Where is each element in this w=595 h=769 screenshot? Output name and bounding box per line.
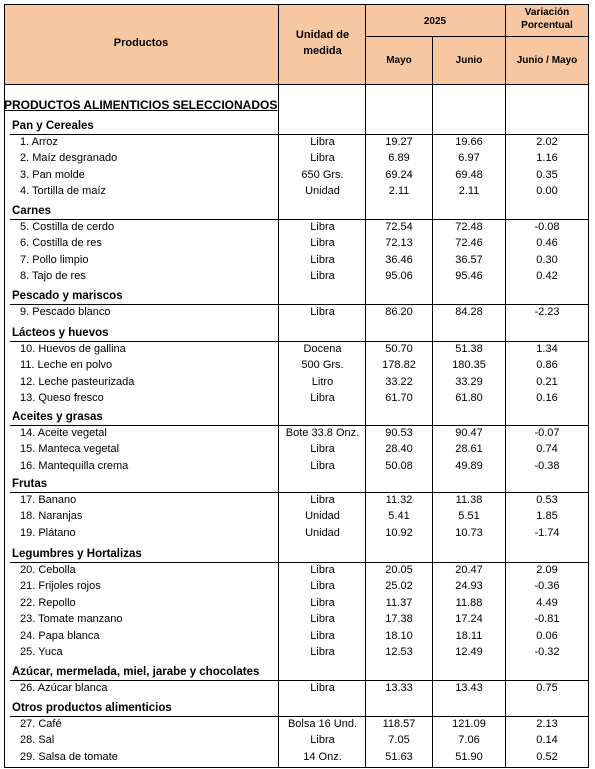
category-title: Carnes [12, 205, 51, 217]
variation-junio-mayo: -2.23 [534, 306, 560, 318]
price-junio: 19.66 [455, 136, 483, 148]
price-mayo: 50.70 [385, 343, 413, 355]
variation-junio-mayo: 2.13 [536, 718, 558, 730]
price-mayo: 25.02 [385, 580, 413, 592]
variation-junio-mayo: -0.36 [534, 580, 560, 592]
variation-junio-mayo: 0.00 [536, 185, 558, 197]
price-junio: 69.48 [455, 169, 483, 181]
product-name: 21. Frijoles rojos [20, 580, 101, 592]
variation-junio-mayo: -1.74 [534, 527, 560, 539]
product-name: 6. Costilla de res [20, 237, 102, 249]
product-name: 25. Yuca [20, 646, 63, 658]
product-unit: Libra [310, 136, 335, 148]
header-unidad-line1: Unidad de [295, 29, 350, 41]
category-divider [10, 716, 588, 717]
price-junio: 95.46 [455, 270, 483, 282]
product-name: 19. Plátano [20, 527, 76, 539]
header-mayo: Mayo [386, 55, 412, 66]
variation-junio-mayo: 0.16 [536, 392, 558, 404]
variation-junio-mayo: 0.14 [536, 734, 558, 746]
product-unit: Libra [310, 613, 335, 625]
frame-header-bottom [4, 84, 589, 85]
category-divider [10, 219, 588, 220]
variation-junio-mayo: -0.08 [534, 221, 560, 233]
product-name: 16. Mantequilla crema [20, 460, 129, 472]
product-unit: Libra [310, 646, 335, 658]
price-mayo: 6.89 [388, 152, 410, 164]
product-name: 8. Tajo de res [20, 270, 86, 282]
variation-junio-mayo: 2.09 [536, 564, 558, 576]
product-name: 5. Costilla de cerdo [20, 221, 115, 233]
product-unit: 500 Grs. [301, 359, 344, 371]
variation-junio-mayo: 0.86 [536, 359, 558, 371]
category-title: Pescado y mariscos [12, 290, 123, 302]
category-title: Azúcar, mermelada, miel, jarabe y chocolates [12, 666, 260, 678]
header-variacion-line2: Porcentual [521, 20, 573, 31]
price-junio: 17.24 [455, 613, 483, 625]
variation-junio-mayo: 0.75 [536, 682, 558, 694]
price-junio: 180.35 [452, 359, 486, 371]
price-junio: 10.73 [455, 527, 483, 539]
product-unit: Unidad [305, 527, 340, 539]
variation-junio-mayo: 0.53 [536, 494, 558, 506]
variation-junio-mayo: 1.85 [536, 510, 558, 522]
price-junio: 18.11 [455, 630, 483, 642]
price-mayo: 11.37 [385, 597, 413, 609]
col-line-0 [4, 4, 5, 768]
price-mayo: 13.33 [385, 682, 413, 694]
price-junio: 72.48 [455, 221, 483, 233]
product-name: 1. Arroz [20, 136, 58, 148]
price-mayo: 178.82 [382, 359, 416, 371]
category-divider [10, 425, 588, 426]
price-mayo: 61.70 [385, 392, 413, 404]
price-mayo: 118.57 [382, 718, 416, 730]
category-title: Lácteos y huevos [12, 327, 109, 339]
product-name: 27. Café [20, 718, 62, 730]
price-mayo: 95.06 [385, 270, 413, 282]
header-productos: Productos [113, 37, 169, 49]
variation-junio-mayo: -0.07 [534, 427, 560, 439]
variation-junio-mayo: 2.02 [536, 136, 558, 148]
price-mayo: 36.46 [385, 254, 413, 266]
product-name: 11. Leche en polvo [20, 359, 113, 371]
product-name: 2. Maíz desgranado [20, 152, 118, 164]
variation-junio-mayo: 0.30 [536, 254, 558, 266]
price-junio: 49.89 [455, 460, 483, 472]
category-title: Legumbres y Hortalizas [12, 548, 142, 560]
product-name: 13. Queso fresco [20, 392, 104, 404]
product-unit: Libra [310, 597, 335, 609]
product-unit: Libra [310, 580, 335, 592]
price-mayo: 20.05 [385, 564, 413, 576]
product-unit: 650 Grs. [301, 169, 344, 181]
product-unit: Libra [310, 254, 335, 266]
price-mayo: 33.22 [385, 376, 413, 388]
price-mayo: 19.27 [385, 136, 413, 148]
price-junio: 24.93 [455, 580, 483, 592]
product-name: 18. Naranjas [20, 510, 83, 522]
product-unit: Libra [310, 152, 335, 164]
product-unit: Libra [310, 460, 335, 472]
header-unidad-line2: medida [303, 45, 342, 57]
price-junio: 7.06 [458, 734, 480, 746]
price-junio: 11.38 [455, 494, 483, 506]
product-name: 22. Repollo [20, 597, 76, 609]
price-mayo: 72.54 [385, 221, 413, 233]
product-name: 12. Leche pasteurizada [20, 376, 135, 388]
category-divider [10, 492, 588, 493]
price-mayo: 18.10 [385, 630, 413, 642]
variation-junio-mayo: 1.34 [536, 343, 558, 355]
price-junio: 5.51 [458, 510, 480, 522]
product-unit: Libra [310, 270, 335, 282]
product-unit: Libra [310, 630, 335, 642]
category-title: Pan y Cereales [12, 120, 94, 132]
product-name: 10. Huevos de gallina [20, 343, 126, 355]
variation-junio-mayo: 0.52 [536, 751, 558, 763]
price-junio: 11.88 [455, 597, 483, 609]
product-name: 20. Cebolla [20, 564, 76, 576]
product-unit: Bolsa 16 Und. [287, 718, 358, 730]
category-divider [10, 680, 588, 681]
product-unit: Libra [310, 443, 335, 455]
product-unit: Unidad [305, 510, 340, 522]
product-unit: Litro [311, 376, 334, 388]
price-mayo: 12.53 [385, 646, 413, 658]
price-junio: 2.11 [458, 185, 480, 197]
price-mayo: 2.11 [388, 185, 410, 197]
header-year: 2025 [423, 16, 447, 27]
section-title: PRODUCTOS ALIMENTICIOS SELECCIONADOS [4, 98, 278, 112]
price-mayo: 28.40 [385, 443, 413, 455]
price-junio: 12.49 [455, 646, 483, 658]
product-name: 7. Pollo limpio [20, 254, 89, 266]
product-name: 29. Salsa de tomate [20, 751, 118, 763]
col-line-1 [278, 4, 279, 768]
col-line-5 [588, 4, 589, 768]
header-junio: Junio [455, 55, 483, 66]
variation-junio-mayo: 0.46 [536, 237, 558, 249]
header-variacion-line1: Variación [524, 7, 570, 18]
product-name: 26. Azúcar blanca [20, 682, 108, 694]
price-junio: 28.61 [455, 443, 483, 455]
price-mayo: 69.24 [385, 169, 413, 181]
price-junio: 33.29 [455, 376, 483, 388]
frame-bottom [4, 767, 589, 768]
product-unit: Bote 33.8 Onz. [285, 427, 360, 439]
category-title: Otros productos alimenticios [12, 702, 172, 714]
product-unit: Libra [310, 494, 335, 506]
variation-junio-mayo: -0.38 [534, 460, 560, 472]
variation-junio-mayo: 0.42 [536, 270, 558, 282]
product-unit: Libra [310, 392, 335, 404]
product-unit: Docena [303, 343, 342, 355]
price-mayo: 17.38 [385, 613, 413, 625]
variation-junio-mayo: 0.06 [536, 630, 558, 642]
product-unit: Unidad [305, 185, 340, 197]
header-junio-mayo: Junio / Mayo [516, 55, 578, 66]
category-divider [10, 341, 588, 342]
product-unit: 14 Onz. [303, 751, 342, 763]
product-unit: Libra [310, 237, 335, 249]
product-name: 23. Tomate manzano [20, 613, 123, 625]
price-junio: 61.80 [455, 392, 483, 404]
product-name: 28. Sal [20, 734, 55, 746]
product-name: 15. Manteca vegetal [20, 443, 120, 455]
price-junio: 51.38 [455, 343, 483, 355]
variation-junio-mayo: 0.35 [536, 169, 558, 181]
product-name: 4. Tortilla de maíz [20, 185, 107, 197]
price-mayo: 72.13 [385, 237, 413, 249]
category-divider [10, 134, 588, 135]
price-mayo: 90.53 [385, 427, 413, 439]
category-divider [10, 304, 588, 305]
category-divider [10, 562, 588, 563]
col-line-3 [432, 36, 433, 768]
variation-junio-mayo: -0.81 [534, 613, 560, 625]
category-title: Frutas [12, 478, 48, 490]
price-mayo: 10.92 [385, 527, 413, 539]
product-unit: Libra [310, 564, 335, 576]
price-junio: 51.90 [455, 751, 483, 763]
product-name: 3. Pan molde [20, 169, 85, 181]
price-mayo: 86.20 [385, 306, 413, 318]
price-mayo: 11.32 [385, 494, 413, 506]
product-name: 9. Pescado blanco [20, 306, 111, 318]
product-name: 24. Papa blanca [20, 630, 100, 642]
price-junio: 72.46 [455, 237, 483, 249]
product-name: 17. Banano [20, 494, 77, 506]
product-unit: Libra [310, 306, 335, 318]
product-name: 14. Aceite vegetal [20, 427, 107, 439]
price-mayo: 5.41 [388, 510, 410, 522]
price-junio: 13.43 [455, 682, 483, 694]
product-unit: Libra [310, 221, 335, 233]
variation-junio-mayo: 1.16 [536, 152, 558, 164]
category-title: Aceites y grasas [12, 411, 103, 423]
price-junio: 36.57 [455, 254, 483, 266]
variation-junio-mayo: -0.32 [534, 646, 560, 658]
variation-junio-mayo: 4.49 [536, 597, 558, 609]
price-junio: 20.47 [455, 564, 483, 576]
price-junio: 6.97 [458, 152, 480, 164]
price-junio: 90.47 [455, 427, 483, 439]
product-unit: Libra [310, 682, 335, 694]
price-mayo: 7.05 [388, 734, 410, 746]
frame-sub-header [366, 36, 588, 37]
price-junio: 84.28 [455, 306, 483, 318]
variation-junio-mayo: 0.21 [536, 376, 558, 388]
frame-top [4, 4, 589, 5]
price-mayo: 50.08 [385, 460, 413, 472]
product-unit: Libra [310, 734, 335, 746]
variation-junio-mayo: 0.74 [536, 443, 558, 455]
price-junio: 121.09 [452, 718, 486, 730]
price-mayo: 51.63 [385, 751, 413, 763]
